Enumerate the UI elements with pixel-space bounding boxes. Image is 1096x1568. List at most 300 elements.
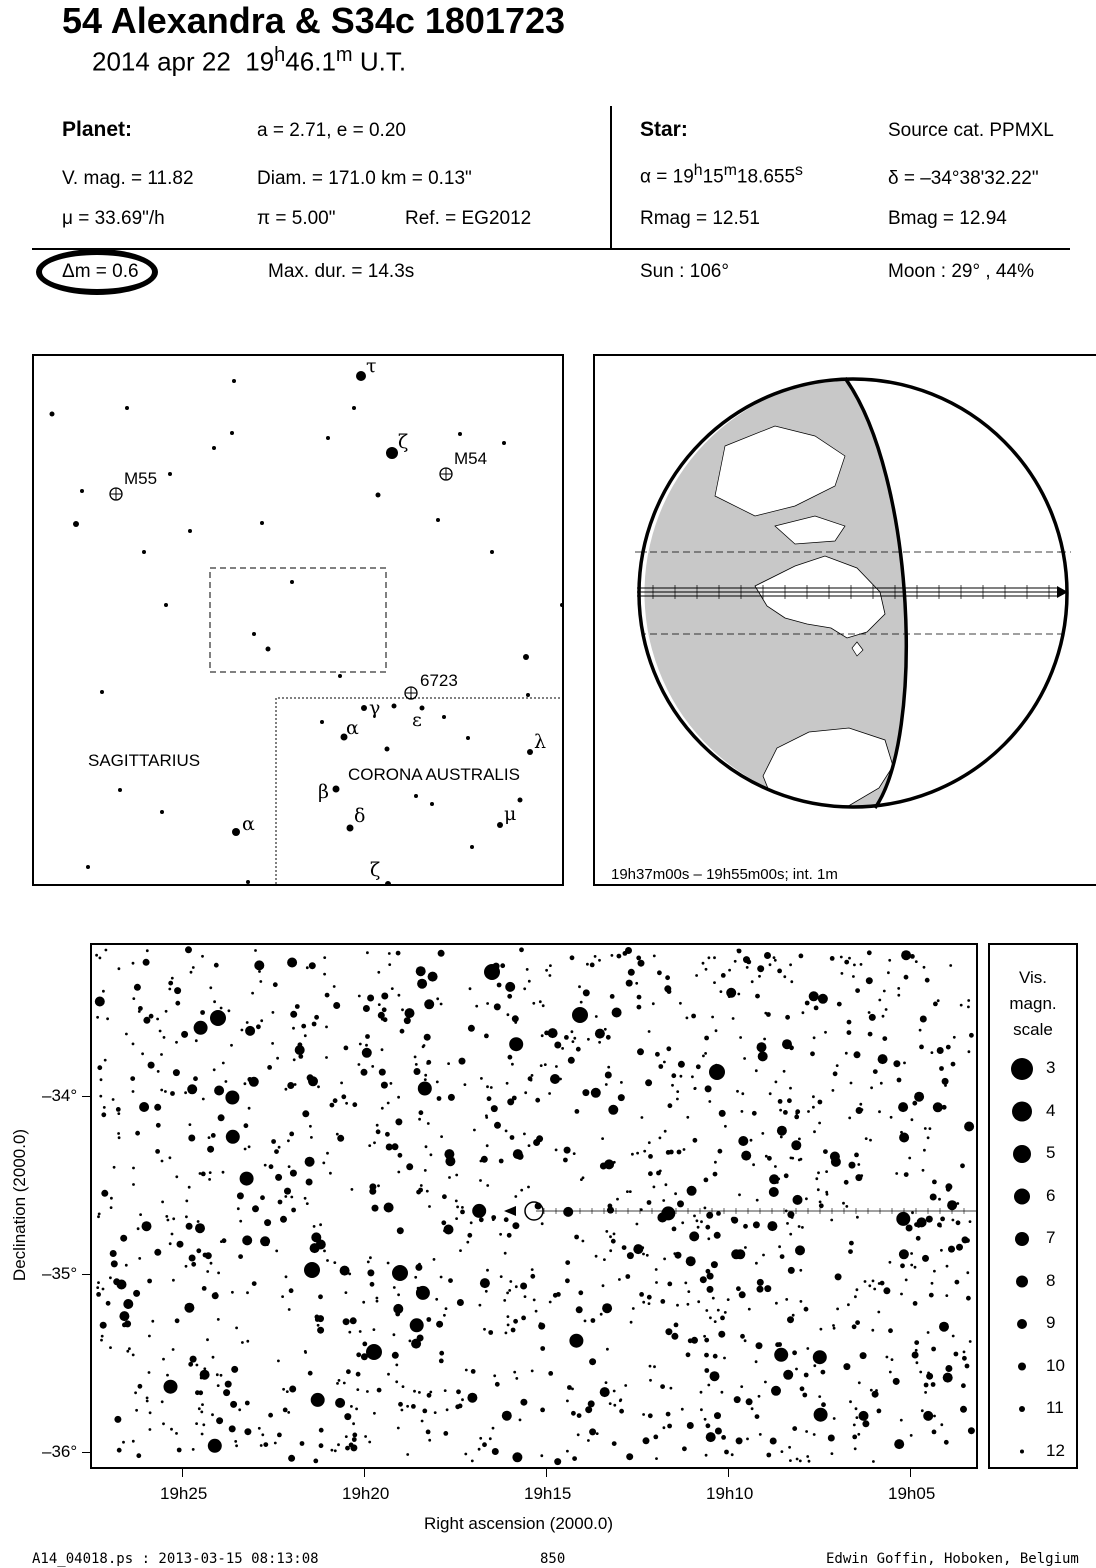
chart-star [329, 1172, 332, 1175]
chart-star [132, 997, 135, 1000]
chart-star [239, 1220, 242, 1223]
finder-star [361, 705, 367, 711]
chart-star [704, 1338, 709, 1343]
chart-star [577, 1413, 582, 1418]
chart-star [236, 1095, 239, 1098]
chart-star [734, 1396, 741, 1403]
chart-star [728, 969, 731, 972]
chart-star [705, 1225, 710, 1230]
chart-star [594, 955, 597, 958]
chart-star [924, 1383, 929, 1388]
finder-field-box [210, 568, 386, 672]
chart-star [700, 1408, 703, 1411]
chart-star [544, 1031, 549, 1036]
chart-star [587, 1439, 590, 1442]
chart-star [520, 1283, 527, 1290]
chart-star [503, 1299, 506, 1302]
chart-star [444, 1389, 447, 1392]
chart-star [114, 1416, 121, 1423]
chart-star [381, 993, 388, 1000]
chart-star [868, 1011, 871, 1014]
chart-star [395, 1364, 398, 1367]
chart-star [554, 1042, 561, 1049]
chart-star [582, 1240, 585, 1243]
event-datetime: 2014 apr 22 19$^h$46.1$^m$ U.T. [92, 44, 407, 77]
chart-star [617, 954, 622, 959]
chart-star [513, 1149, 523, 1159]
chart-star [784, 1173, 789, 1178]
chart-star [573, 1037, 576, 1040]
chart-star [550, 1074, 560, 1084]
chart-star [220, 1374, 223, 1377]
chart-star [97, 1215, 100, 1218]
chart-star [464, 1453, 467, 1456]
chart-star [437, 1096, 442, 1101]
chart-star [348, 1331, 351, 1334]
chart-star [500, 1275, 503, 1278]
chart-bright-star [304, 1262, 320, 1278]
legend-dot-mag-5 [1013, 1145, 1031, 1163]
chart-star [110, 1197, 113, 1200]
chart-star [702, 1055, 705, 1058]
chart-star [787, 1316, 794, 1323]
chart-star [400, 1029, 405, 1034]
chart-star [269, 1164, 274, 1169]
finder-star [523, 654, 529, 660]
chart-star [186, 1223, 193, 1230]
chart-star [479, 1304, 482, 1307]
chart-star [915, 1349, 918, 1352]
chart-star [398, 994, 401, 997]
chart-star [190, 971, 193, 974]
chart-star [657, 1213, 667, 1223]
chart-star [264, 1219, 271, 1226]
chart-star [111, 1260, 118, 1267]
chart-star [946, 1265, 949, 1268]
chart-star [151, 1320, 154, 1323]
chart-star [609, 1235, 612, 1238]
chart-star [818, 1100, 823, 1105]
chart-star [471, 1369, 476, 1374]
chart-star [704, 1207, 707, 1210]
chart-star [220, 1240, 223, 1243]
chart-star [491, 1105, 498, 1112]
x-tick-19h25: 19h25 [160, 1484, 208, 1503]
chart-star [345, 1446, 350, 1451]
chart-star [741, 1151, 751, 1161]
chart-star [426, 1190, 429, 1193]
event-sun-elongation: Sun : 106° [640, 261, 729, 282]
chart-star [705, 1309, 708, 1312]
chart-star [721, 1435, 726, 1440]
chart-star [774, 959, 777, 962]
finder-star [338, 674, 342, 678]
legend-label-mag-7: 7 [1046, 1228, 1056, 1247]
chart-star [388, 952, 391, 955]
chart-star [570, 955, 575, 960]
chart-star [577, 1433, 580, 1436]
chart-star [556, 1292, 561, 1297]
chart-star [868, 1284, 871, 1287]
chart-star [117, 1112, 120, 1115]
y-axis-label-wrap [0, 1005, 29, 1305]
chart-star [209, 986, 212, 989]
chart-star [700, 1391, 703, 1394]
chart-star [798, 1159, 801, 1162]
chart-star [405, 1008, 415, 1018]
legend-label-mag-9: 9 [1046, 1313, 1056, 1332]
chart-star [631, 1153, 634, 1156]
chart-star [418, 1082, 432, 1096]
legend-dot-mag-11 [1019, 1406, 1025, 1412]
chart-star [962, 1356, 967, 1361]
chart-star [789, 1087, 792, 1090]
chart-star [138, 1010, 141, 1013]
chart-star [170, 1091, 175, 1096]
chart-star [911, 1118, 914, 1121]
chart-star [514, 1195, 517, 1198]
chart-star [783, 1070, 786, 1073]
planet-heading: Planet: [62, 118, 133, 141]
chart-star [448, 1278, 453, 1283]
chart-star [663, 1061, 666, 1064]
chart-star [933, 1415, 936, 1418]
chart-star [774, 1165, 777, 1168]
chart-star [252, 1205, 259, 1212]
planet-vmag: V. mag. = 11.82 [62, 168, 194, 189]
chart-star [900, 1263, 905, 1268]
chart-star [377, 1184, 380, 1187]
chart-star [295, 1045, 305, 1055]
chart-star [872, 1460, 875, 1463]
chart-star [504, 1252, 507, 1255]
chart-star [430, 1153, 433, 1156]
chart-star [469, 987, 472, 990]
chart-star [422, 1409, 427, 1414]
chart-star [455, 1404, 460, 1409]
chart-star [591, 1318, 596, 1323]
chart-star [916, 1361, 919, 1364]
chart-star [919, 1029, 922, 1032]
chart-star [569, 1334, 583, 1348]
chart-star [283, 1408, 288, 1413]
chart-star [813, 1364, 816, 1367]
chart-star [686, 1352, 691, 1357]
finder-star [118, 788, 122, 792]
chart-star [308, 1076, 318, 1086]
chart-star [507, 1013, 510, 1016]
chart-star [716, 1211, 721, 1216]
chart-star [169, 1242, 172, 1245]
chart-star [787, 1098, 792, 1103]
chart-star [319, 1443, 324, 1448]
label-tau: τ [366, 356, 377, 377]
chart-star [853, 964, 856, 967]
chart-star [842, 1202, 845, 1205]
chart-star [567, 1385, 572, 1390]
chart-star [528, 980, 531, 983]
chart-star [246, 1291, 249, 1294]
planet-parallax: π = 5.00" [257, 208, 336, 229]
chart-star [689, 1231, 699, 1241]
chart-star [677, 1200, 684, 1207]
chart-star [376, 1300, 379, 1303]
chart-star [641, 1116, 644, 1119]
chart-star [830, 956, 835, 961]
chart-star [836, 1064, 839, 1067]
chart-star [376, 1129, 381, 1134]
chart-star [385, 1132, 390, 1137]
chart-star [794, 1115, 799, 1120]
chart-star [326, 1259, 329, 1262]
chart-star [787, 1211, 794, 1218]
chart-star [195, 1422, 198, 1425]
chart-star [652, 1002, 655, 1005]
chart-star [671, 1073, 676, 1078]
chart-star [188, 1186, 191, 1189]
chart-star [285, 1275, 288, 1278]
finder-star [414, 794, 418, 798]
chart-star [757, 1286, 764, 1293]
chart-star [193, 1076, 198, 1081]
chart-star [172, 1348, 175, 1351]
chart-star [966, 1296, 971, 1301]
chart-star [465, 1369, 468, 1372]
chart-star [635, 982, 638, 985]
y-tick-35: –35° [42, 1264, 78, 1283]
chart-star [806, 1347, 809, 1350]
chart-star [810, 1051, 815, 1056]
chart-star [309, 962, 316, 969]
chart-star [230, 1401, 237, 1408]
finder-star [212, 446, 216, 450]
chart-star [216, 1417, 223, 1424]
chart-star [646, 1254, 649, 1257]
chart-star [139, 1213, 142, 1216]
finder-star [356, 371, 366, 381]
chart-star [258, 1427, 261, 1430]
chart-star [112, 1098, 115, 1101]
chart-star [626, 1453, 633, 1460]
chart-star [933, 1102, 943, 1112]
chart-star [424, 1169, 427, 1172]
chart-star [916, 1236, 921, 1241]
chart-star [565, 1278, 570, 1283]
chart-star [962, 1236, 969, 1243]
chart-star [914, 1092, 924, 1102]
chart-star [401, 1008, 404, 1011]
chart-star [244, 1123, 249, 1128]
chart-star [655, 1268, 658, 1271]
chart-star [448, 1094, 455, 1101]
chart-star [467, 1393, 477, 1403]
chart-star [480, 1278, 490, 1288]
chart-star [640, 1208, 643, 1211]
chart-star [417, 1335, 424, 1342]
chart-star [306, 1179, 313, 1186]
chart-star [289, 1386, 296, 1393]
chart-star [548, 1092, 551, 1095]
chart-star [402, 1385, 405, 1388]
chart-star [925, 978, 930, 983]
chart-star [780, 1136, 783, 1139]
chart-star [711, 1016, 714, 1019]
chart-star [508, 1289, 511, 1292]
chart-star [244, 1082, 247, 1085]
chart-star [910, 1434, 913, 1437]
chart-star [813, 1036, 816, 1039]
chart-star [844, 960, 849, 965]
chart-star [540, 1064, 543, 1067]
chart-star [377, 1388, 382, 1393]
chart-star [149, 1411, 152, 1414]
chart-star [857, 1433, 860, 1436]
chart-star [341, 1094, 346, 1099]
chart-star [942, 1078, 949, 1085]
chart-star [737, 949, 740, 952]
chart-star [844, 1180, 849, 1185]
chart-star [446, 1408, 449, 1411]
chart-star [249, 1077, 259, 1087]
chart-star [418, 1391, 421, 1394]
chart-star [479, 1179, 482, 1182]
chart-star [272, 1011, 275, 1014]
chart-star [486, 1184, 489, 1187]
chart-star [290, 1196, 293, 1199]
chart-star [343, 1382, 346, 1385]
chart-star [681, 1408, 684, 1411]
chart-star [397, 1096, 400, 1099]
chart-star [694, 1087, 697, 1090]
chart-star [724, 1450, 729, 1455]
chart-star [943, 1373, 953, 1383]
chart-star [606, 1035, 611, 1040]
chart-star [755, 1360, 758, 1363]
chart-star [757, 965, 764, 972]
chart-star [130, 1076, 135, 1081]
chart-star [878, 1110, 881, 1113]
chart-star [789, 1459, 792, 1462]
chart-star [353, 1439, 356, 1442]
chart-star [969, 1220, 972, 1223]
chart-star [758, 1051, 768, 1061]
chart-star [406, 1163, 413, 1170]
chart-star [225, 1381, 232, 1388]
chart-star [589, 1428, 596, 1435]
chart-star [138, 1257, 141, 1260]
chart-star [464, 1083, 467, 1086]
chart-star [789, 1233, 792, 1236]
chart-star [782, 1039, 792, 1049]
chart-star [352, 1433, 357, 1438]
chart-star [817, 1171, 820, 1174]
label-epsilon: ε [412, 709, 422, 731]
chart-star [126, 1350, 129, 1353]
chart-star [564, 1147, 571, 1154]
chart-star [497, 983, 502, 988]
chart-star [889, 1261, 892, 1264]
chart-star [696, 1219, 699, 1222]
chart-star [868, 1032, 873, 1037]
chart-star [260, 1444, 263, 1447]
chart-star [845, 1052, 848, 1055]
chart-star [98, 1213, 101, 1216]
chart-star [519, 1419, 522, 1422]
chart-star [499, 1159, 504, 1164]
chart-star [734, 960, 737, 963]
chart-star [428, 972, 438, 982]
chart-star [587, 1038, 590, 1041]
chart-star [883, 990, 886, 993]
chart-star [769, 1187, 779, 1197]
chart-star [598, 959, 601, 962]
chart-star [185, 946, 192, 953]
chart-star [208, 1178, 211, 1181]
chart-star [418, 1118, 421, 1121]
chart-star [697, 1226, 700, 1229]
chart-star [211, 1413, 214, 1416]
chart-star [854, 1153, 859, 1158]
chart-star [677, 1150, 682, 1155]
finder-chart-svg [34, 356, 562, 884]
legend-dot-mag-7 [1015, 1232, 1029, 1246]
chart-star [291, 1208, 296, 1213]
chart-star [376, 1297, 379, 1300]
chart-star [940, 1217, 945, 1222]
chart-star [944, 1440, 949, 1445]
chart-star [931, 1282, 934, 1285]
chart-star [410, 1318, 424, 1332]
legend-dot-mag-4 [1012, 1102, 1032, 1122]
chart-star [100, 1339, 103, 1342]
chart-star [785, 1298, 788, 1301]
chart-star [102, 990, 105, 993]
chart-star [774, 1348, 788, 1362]
chart-star [197, 1220, 200, 1223]
chart-star [373, 1412, 376, 1415]
finder-star [230, 431, 234, 435]
chart-star [704, 1418, 707, 1421]
chart-star [713, 981, 716, 984]
chart-star [898, 1102, 908, 1112]
chart-star [346, 1369, 351, 1374]
chart-star [891, 1358, 894, 1361]
chart-star [317, 1327, 324, 1334]
finder-star [490, 550, 494, 554]
chart-star [201, 1172, 206, 1177]
chart-star [755, 1069, 758, 1072]
chart-star [636, 1152, 639, 1155]
chart-star [148, 1371, 151, 1374]
chart-star [872, 1280, 875, 1283]
chart-star [849, 1241, 854, 1246]
chart-star [714, 1232, 721, 1239]
legend-label-mag-3: 3 [1046, 1058, 1056, 1077]
event-moon: Moon : 29° , 44% [888, 261, 1034, 282]
chart-star [316, 1240, 326, 1250]
chart-stars [95, 946, 975, 1465]
chart-star [467, 1233, 472, 1238]
finder-star [164, 603, 168, 607]
chart-star [513, 1319, 518, 1324]
chart-star [643, 1437, 650, 1444]
chart-star [968, 1050, 971, 1053]
chart-star [642, 1413, 645, 1416]
finder-star [232, 828, 240, 836]
chart-star [135, 1131, 140, 1136]
finder-star [73, 521, 79, 527]
chart-star [378, 1012, 385, 1019]
